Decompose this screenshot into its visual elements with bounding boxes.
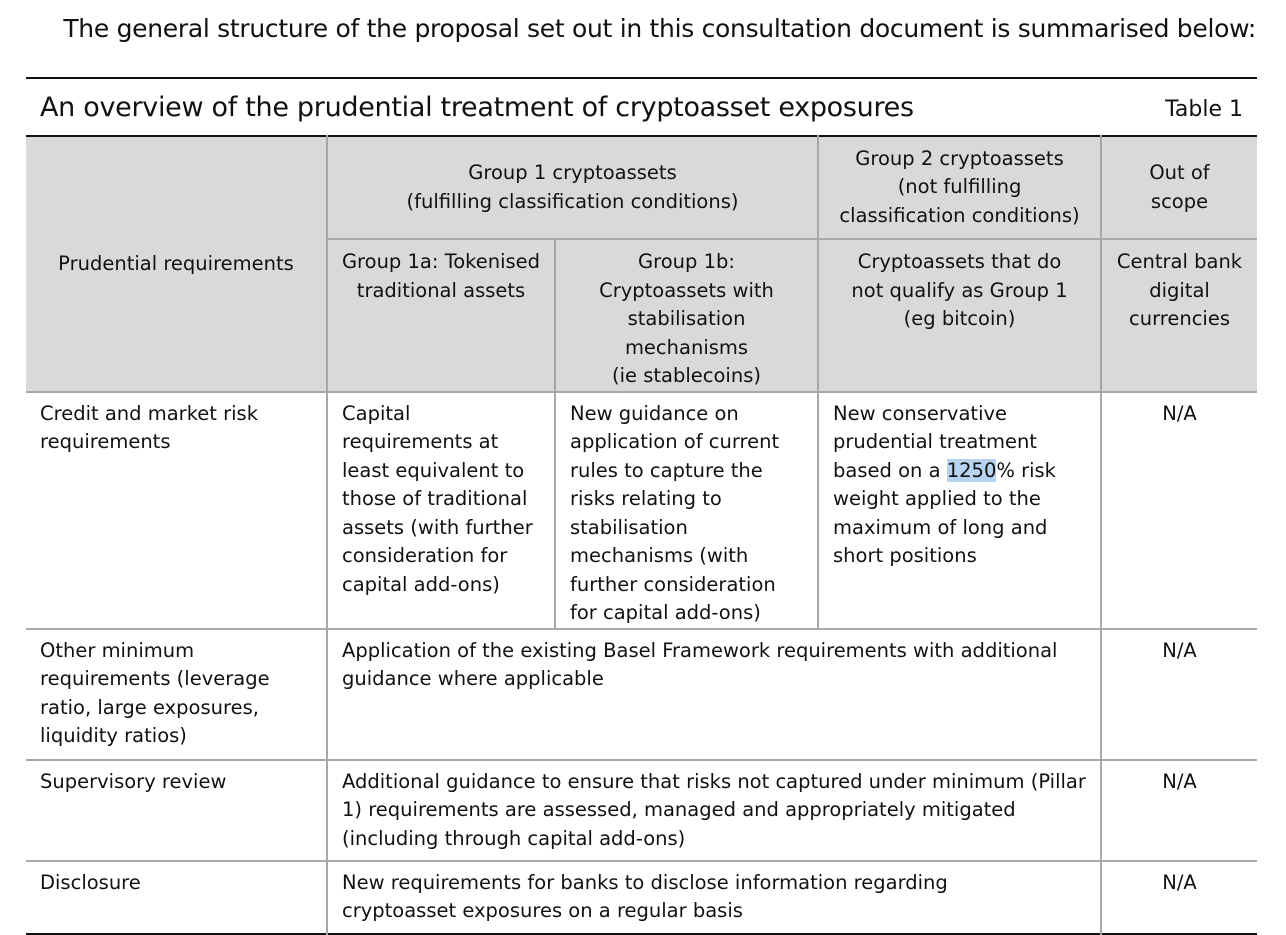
header-group1b: Group 1b: Cryptoassets with stabilisation mechanisms (ie stablecoins) bbox=[555, 239, 818, 392]
overview-table bbox=[26, 135, 1257, 935]
cell-group1a: Capital requirements at least equivalent to those of traditional assets (with further consideration for capital add-ons) bbox=[327, 392, 555, 629]
header-group1a: Group 1a: Tokenised traditional assets bbox=[327, 239, 555, 392]
intro-text: The general structure of the proposal set out in this consultation document is summarised below: bbox=[63, 14, 1256, 43]
header-prudential-requirements: Prudential requirements bbox=[26, 136, 327, 392]
cell-merged: Additional guidance to ensure that risks not captured under minimum (Pillar 1) requirements are assessed, managed and appropriately mitigated (including through capital add-ons) bbox=[327, 760, 1101, 861]
table-title: An overview of the prudential treatment of cryptoasset exposures bbox=[40, 92, 914, 123]
cell-merged: Application of the existing Basel Framework requirements with additional guidance where applicable bbox=[327, 629, 1101, 760]
table-row bbox=[26, 760, 1257, 861]
cell-group1b: New guidance on application of current rules to capture the risks relating to stabilisation mechanisms (with further consideration for capital add-ons) bbox=[555, 392, 818, 629]
table-title-row bbox=[40, 92, 1243, 123]
header-row-1 bbox=[26, 136, 1257, 239]
cell-out-of-scope: N/A bbox=[1101, 861, 1257, 934]
cell-out-of-scope: N/A bbox=[1101, 629, 1257, 760]
row-requirement: Other minimum requirements (leverage ratio, large exposures, liquidity ratios) bbox=[40, 638, 270, 747]
cell-group2 bbox=[818, 392, 1101, 629]
table-row bbox=[26, 629, 1257, 760]
cell-merged: New requirements for banks to disclose information regarding cryptoasset exposures on a regular basis bbox=[327, 861, 1101, 934]
row-requirement: Supervisory review bbox=[40, 769, 227, 793]
header-group1: Group 1 cryptoassets (fulfilling classification conditions) bbox=[327, 136, 818, 239]
cell-group2-text-after: % risk weight applied to the maximum of long and short positions bbox=[833, 458, 1056, 567]
header-group2: Group 2 cryptoassets (not fulfilling classification conditions) bbox=[818, 136, 1101, 239]
cell-group2-text-before: New conservative prudential treatment based on a bbox=[833, 401, 1037, 482]
table-number: Table 1 bbox=[1165, 97, 1243, 122]
cell-out-of-scope: N/A bbox=[1101, 760, 1257, 861]
table-row bbox=[26, 392, 1257, 629]
row-requirement: Disclosure bbox=[40, 870, 141, 894]
row-requirement: Credit and market risk requirements bbox=[40, 401, 259, 453]
header-cbdc: Central bank digital currencies bbox=[1101, 239, 1257, 392]
top-rule bbox=[26, 77, 1257, 79]
cell-out-of-scope: N/A bbox=[1101, 392, 1257, 629]
highlighted-number: 1250 bbox=[946, 458, 997, 482]
header-group2-sub: Cryptoassets that do not qualify as Group 1 (eg bitcoin) bbox=[818, 239, 1101, 392]
table-row bbox=[26, 861, 1257, 934]
header-out-of-scope: Out of scope bbox=[1101, 136, 1257, 239]
